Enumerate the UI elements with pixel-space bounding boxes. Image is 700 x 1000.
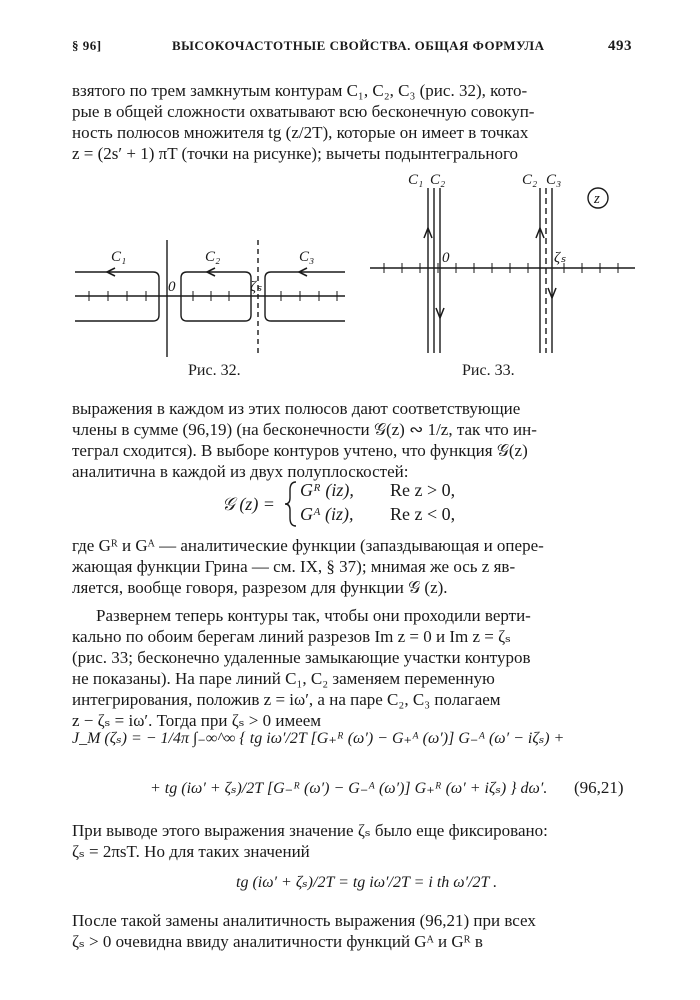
label-origin: 0 — [442, 250, 450, 266]
label-zeta: ζₛ — [554, 250, 566, 266]
label-c3: C₃ — [299, 249, 315, 265]
label-c1: C₁ — [408, 172, 424, 188]
paragraph-residues — [72, 398, 632, 482]
label-z: z — [594, 191, 600, 207]
equation-number: (96,21) — [574, 778, 624, 797]
piecewise-cond1: Re z > 0, — [390, 480, 456, 500]
text-line: После такой замены аналитичность выражения (96,21) при всех — [72, 911, 536, 930]
text-line: не показаны). На паре линий C₁, C₂ заменяем переменную — [72, 669, 495, 688]
text-line: выражения в каждом из этих полюсов дают соответствующие — [72, 399, 521, 418]
equation-tg-identity: tg (iω′ + ζₛ)/2T = tg iω′/2T = i th ω′/2T . — [236, 874, 498, 891]
page-number: 493 — [608, 38, 632, 54]
text-line: интегрирования, положив z = iω′, а на паре C₂, C₃ полагаем — [72, 690, 501, 709]
label-zeta: ζₛ — [250, 279, 262, 295]
label-c2: C₂ — [205, 249, 221, 265]
caption-fig33: Рис. 33. — [462, 362, 515, 379]
text-line: аналитична в каждой из двух полуплоскостей: — [72, 462, 409, 481]
text-line: взятого по трем замкнутым контурам C₁, C₂, C₃ (рис. 32), кото- — [72, 81, 528, 100]
text-line: члены в сумме (96,19) (на бесконечности 𝒢(z) ∾ 1/z, так что ин- — [72, 420, 537, 439]
piecewise-cond2: Re z < 0, — [390, 504, 456, 524]
figure-32 — [75, 235, 345, 360]
text-line: ляется, вообще говоря, разрезом для функции 𝒢 (z). — [72, 578, 448, 597]
piecewise-case2: Gᴬ (iz), — [300, 504, 354, 524]
text-line: ность полюсов множителя tg (z/2T), которые он имеет в точках — [72, 123, 529, 142]
piecewise-case1: Gᴿ (iz), — [300, 480, 354, 500]
text-line: Развернем теперь контуры так, чтобы они проходили верти- — [96, 606, 531, 625]
text-line: ζₛ = 2πsT. Но для таких значений — [72, 842, 310, 861]
paragraph-green-functions — [72, 535, 632, 598]
text-line: теграл сходится). В выборе контуров учтено, что функция 𝒢(z) — [72, 441, 528, 460]
text-line: z − ζₛ = iω′. Тогда при ζₛ > 0 имеем — [72, 711, 322, 730]
caption-fig32: Рис. 32. — [188, 362, 241, 379]
running-header — [72, 38, 632, 58]
text-line: жающая функции Грина — см. IX, § 37); мнимая же ось z яв- — [72, 557, 516, 576]
text-line: рые в общей сложности охватывают всю бесконечную совокуп- — [72, 102, 535, 121]
paragraph-contours — [72, 605, 632, 731]
paragraph-analyticity — [72, 910, 632, 952]
text-line: z = (2s′ + 1) πT (точки на рисунке); вычеты подынтегрального — [72, 144, 518, 163]
text-line: (рис. 33; бесконечно удаленные замыкающие участки контуров — [72, 648, 531, 667]
figure-33 — [370, 168, 635, 358]
label-c1: C₁ — [111, 249, 127, 265]
label-c3: C₃ — [546, 172, 562, 188]
text-line: ζₛ > 0 очевидна ввиду аналитичности функций Gᴬ и Gᴿ в — [72, 932, 483, 951]
text-line: При выводе этого выражения значение ζₛ было еще фиксировано: — [72, 821, 548, 840]
label-c2b: C₂ — [522, 172, 538, 188]
label-origin: 0 — [168, 279, 176, 295]
section-mark: § 96] — [72, 38, 102, 53]
piecewise-lhs: 𝒢 (z) = — [222, 494, 275, 514]
equation-96-21-line1: J_M (ζₛ) = − 1/4π ∫₋∞^∞ { tg iω′/2T [G₊ᴿ (ω′) − G₊ᴬ (ω′)] G₋ᴬ (ω′ − iζₛ) + — [72, 730, 565, 747]
piecewise-brace — [284, 480, 298, 528]
text-line: где Gᴿ и Gᴬ — аналитические функции (запаздывающая и опере- — [72, 536, 544, 555]
paragraph-fixed-zeta — [72, 820, 632, 862]
text-line: кально по обоим берегам линий разрезов Im z = 0 и Im z = ζₛ — [72, 627, 511, 646]
paragraph-intro — [72, 80, 632, 164]
equation-96-21-line2: + tg (iω′ + ζₛ)/2T [G₋ᴿ (ω′) − G₋ᴬ (ω′)] G₊ᴿ (ω′ + iζₛ) } dω′. — [150, 780, 548, 797]
chapter-title: ВЫСОКОЧАСТОТНЫЕ СВОЙСТВА. ОБЩАЯ ФОРМУЛА — [172, 38, 545, 53]
label-c2a: C₂ — [430, 172, 446, 188]
